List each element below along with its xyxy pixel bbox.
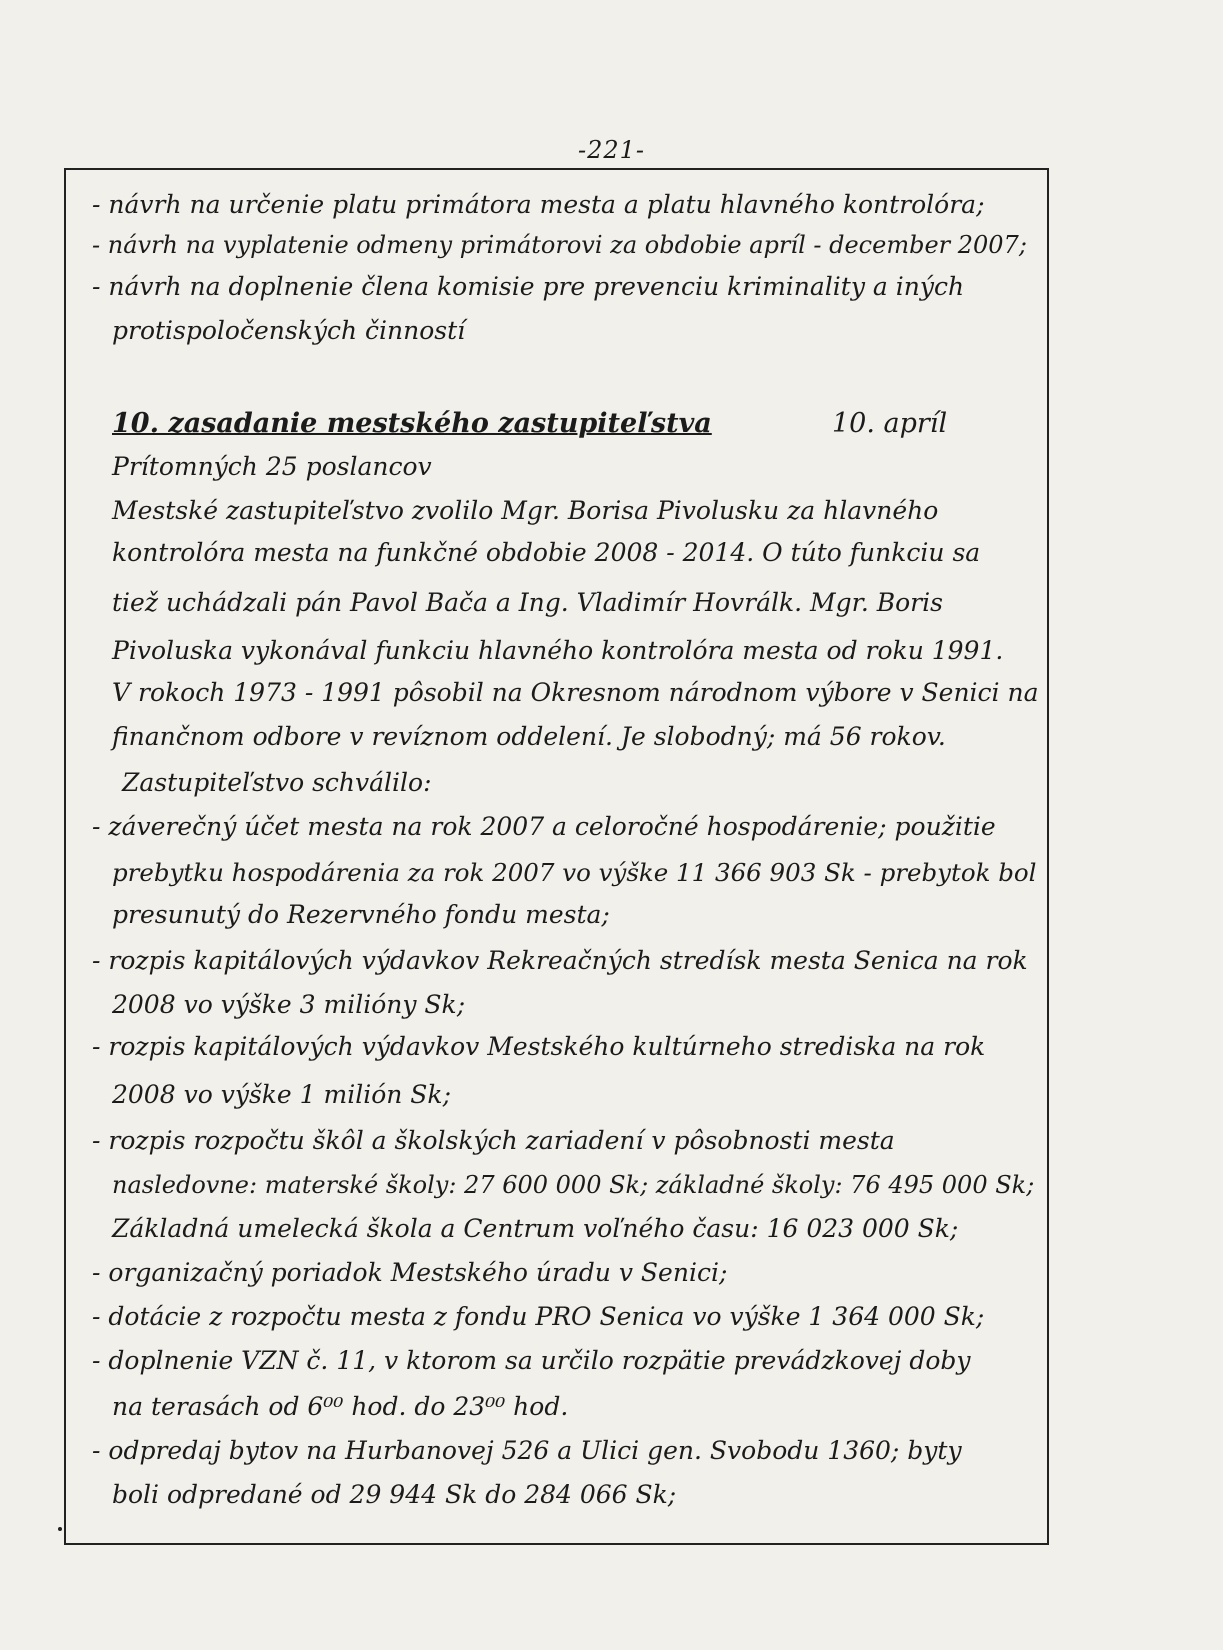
body-line: prebytku hospodárenia za rok 2007 vo výške 11 366 903 Sk - prebytok bol [112,858,1037,887]
body-line: nasledovne: materské školy: 27 600 000 Sk; základné školy: 76 495 000 Sk; [112,1171,1035,1199]
body-line: - rozpis kapitálových výdavkov Rekreačných stredísk mesta Senica na rok [92,946,1028,975]
body-line: tiež uchádzali pán Pavol Bača a Ing. Vladimír Hovrálk. Mgr. Boris [112,588,943,617]
session-title: 10. zasadanie mestského zastupiteľstva [112,408,712,439]
body-line: - rozpis rozpočtu škôl a školských zariadení v pôsobnosti mesta [92,1126,895,1155]
body-line: kontrolóra mesta na funkčné obdobie 2008 - 2014. O túto funkciu sa [112,538,981,567]
page-frame [64,168,1049,1545]
body-line: Mestské zastupiteľstvo zvolilo Mgr. Borisa Pivolusku za hlavného [112,496,939,525]
body-line: Zastupiteľstvo schválilo: [122,768,432,797]
body-line: Prítomných 25 poslancov [112,452,432,481]
body-line: boli odpredané od 29 944 Sk do 284 066 Sk; [112,1480,677,1509]
page-number: -221- [577,136,646,164]
intro-line: - návrh na doplnenie člena komisie pre prevenciu kriminality a iných [92,272,965,301]
body-line: - záverečný účet mesta na rok 2007 a celoročné hospodárenie; použitie [92,812,996,841]
intro-line: protispoločenských činností [112,316,466,345]
intro-line: - návrh na vyplatenie odmeny primátorovi za obdobie apríl - december 2007; [92,231,1027,259]
body-line: 2008 vo výške 1 milión Sk; [112,1080,452,1109]
body-line: - doplnenie VZN č. 11, v ktorom sa určilo rozpätie prevádzkovej doby [92,1346,971,1375]
body-line: presunutý do Rezervného fondu mesta; [112,900,610,929]
body-line: Pivoluska vykonával funkciu hlavného kontrolóra mesta od roku 1991. [112,636,1004,665]
body-line: - organizačný poriadok Mestského úradu v Senici; [92,1258,728,1287]
session-date: 10. apríl [832,408,948,439]
body-line: - dotácie z rozpočtu mesta z fondu PRO Senica vo výške 1 364 000 Sk; [92,1302,985,1331]
margin-dot [58,1527,62,1531]
session-heading [112,408,952,448]
intro-line: - návrh na určenie platu primátora mesta a platu hlavného kontrolóra; [92,190,985,219]
body-line: - odpredaj bytov na Hurbanovej 526 a Ulici gen. Svobodu 1360; byty [92,1436,962,1465]
body-line: Základná umelecká škola a Centrum voľného času: 16 023 000 Sk; [112,1214,959,1243]
body-line: finančnom odbore v revíznom oddelení. Je slobodný; má 56 rokov. [112,722,946,751]
body-line: V rokoch 1973 - 1991 pôsobil na Okresnom národnom výbore v Senici na [112,678,1039,707]
body-line: na terasách od 6⁰⁰ hod. do 23⁰⁰ hod. [112,1392,569,1421]
body-line: - rozpis kapitálových výdavkov Mestského kultúrneho strediska na rok [92,1032,986,1061]
body-line: 2008 vo výške 3 milióny Sk; [112,990,466,1019]
